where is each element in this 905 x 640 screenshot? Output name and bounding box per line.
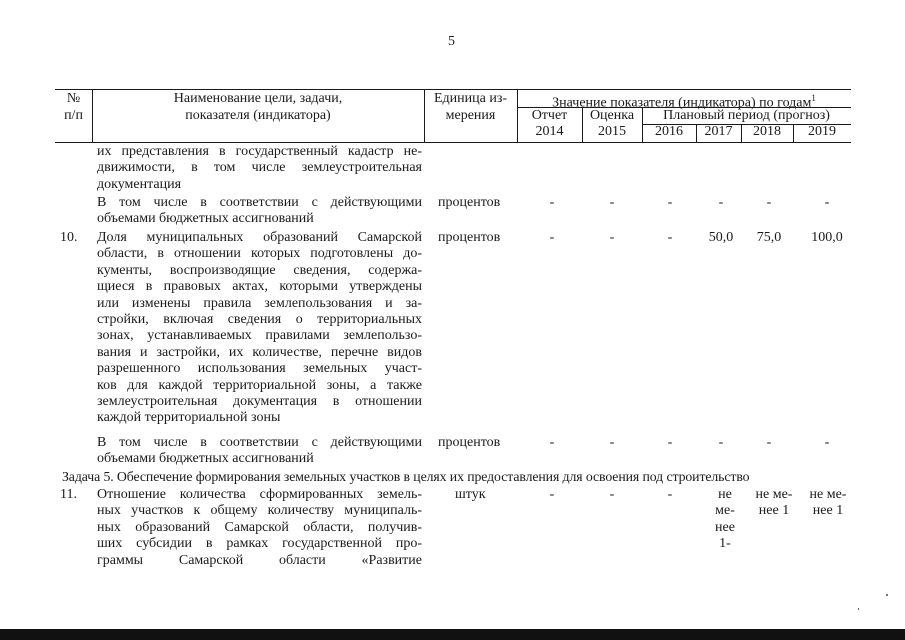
- subrow1-value-2016: -: [667, 195, 673, 210]
- subrow2-value-2017: -: [718, 435, 724, 450]
- row11-value-2016: -: [667, 487, 673, 502]
- header-year-2019: 2019: [808, 124, 836, 139]
- scan-speck: [858, 608, 859, 610]
- header-unit-line2: мерения: [445, 108, 496, 123]
- header-unit-line1: Единица из-: [433, 91, 508, 106]
- subrow1-value-2015: -: [609, 195, 615, 210]
- continuation-text: их представления в государственный кадастр не- движимости, в том числе землеустроительная документация: [97, 144, 422, 192]
- subrow2-value-2019: -: [824, 435, 830, 450]
- subrow1-value-2018: -: [766, 195, 772, 210]
- row10-value-2019: 100,0: [811, 230, 843, 245]
- subrow2-value-2015: -: [609, 435, 615, 450]
- row11-text: Отношение количества сформированных земель- ных участков к общему количеству муниципаль- ных образований Самарской области, получив- ших субсидии в рамках государственной про- граммы Самарской области «Развитие: [97, 487, 422, 568]
- header-report: Отчет: [531, 108, 568, 123]
- header-pp: п/п: [64, 108, 83, 123]
- row11-value-2015: -: [609, 487, 615, 502]
- row10-value-2018: 75,0: [756, 230, 782, 245]
- row11-unit: штук: [455, 487, 486, 502]
- footnote-mark: 1: [811, 93, 816, 103]
- scan-speck: [886, 594, 888, 596]
- row10-value-2016: -: [667, 230, 673, 245]
- header-year-2017: 2017: [704, 124, 733, 139]
- header-number: №: [66, 91, 81, 106]
- subrow1-text: В том числе в соответствии с действующими объемами бюджетных ассигнований: [97, 195, 422, 227]
- row11-value-2014: -: [549, 487, 555, 502]
- row11-number: 11.: [60, 487, 77, 502]
- row11-value-2018: не ме- нее 1: [755, 487, 793, 519]
- header-estimate: Оценка: [589, 108, 635, 123]
- subrow2-value-2014: -: [549, 435, 555, 450]
- row10-value-2015: -: [609, 230, 615, 245]
- row10-value-2017: 50,0: [708, 230, 734, 245]
- subrow2-value-2016: -: [667, 435, 673, 450]
- row10-text: Доля муниципальных образований Самарской области, в отношении которых подготовлены до- кументы, воспроизводящие сведения, содержа- щиеся в правовых актах, которыми утверждены или изменены правила землепользования и за- стройки, включая сведения о территориальных зонах, устанавливаемых правилами землепользо- вания и застройки, их количестве, перечне видов разрешенного использования земельных участ- ков для каждой территориальной зоны, а также землеустроительная документация в отношении каждой территориальной зоны: [97, 230, 422, 426]
- row11-value-2017: не ме- нее 1-: [715, 487, 735, 552]
- header-year-2016: 2016: [655, 124, 683, 139]
- header-name-line1: Наименование цели, задачи,: [173, 91, 343, 106]
- header-year-2018: 2018: [753, 124, 781, 139]
- header-values-title: Значение показателя (индикатора) по годам$^1$: [552, 93, 816, 111]
- row10-unit: процентов: [438, 230, 501, 245]
- row10-value-2014: -: [549, 230, 555, 245]
- page-number: 5: [448, 34, 455, 49]
- header-year-2014: 2014: [535, 124, 564, 139]
- subrow2-value-2018: -: [766, 435, 772, 450]
- subrow1-value-2019: -: [824, 195, 830, 210]
- header-year-2015: 2015: [598, 124, 626, 139]
- subrow1-unit: процентов: [438, 195, 501, 210]
- scan-bottom-edge: [0, 629, 905, 640]
- task5-heading: Задача 5. Обеспечение формирования земельных участков в целях их предоставления для освоения под строительство: [62, 469, 750, 484]
- header-plan-period: Плановый период (прогноз): [663, 108, 830, 123]
- table-header: [55, 89, 851, 143]
- header-name-line2: показателя (индикатора): [185, 108, 331, 123]
- subrow1-value-2017: -: [718, 195, 724, 210]
- subrow2-text: В том числе в соответствии с действующими объемами бюджетных ассигнований: [97, 435, 422, 467]
- row11-value-2019: не ме- нее 1: [809, 487, 847, 519]
- row10-number: 10.: [60, 230, 78, 245]
- subrow1-value-2014: -: [549, 195, 555, 210]
- subrow2-unit: процентов: [438, 435, 501, 450]
